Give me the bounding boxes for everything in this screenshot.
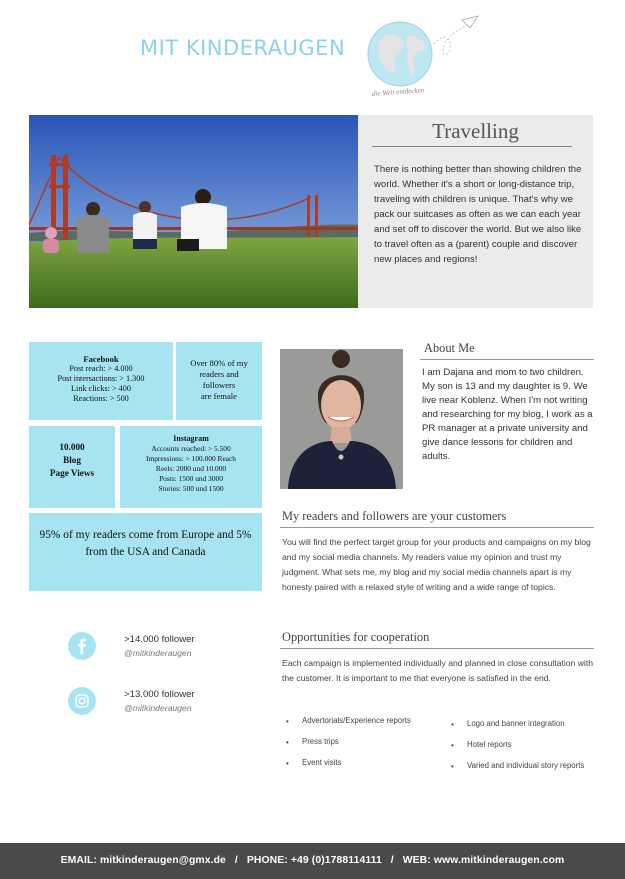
list-item-label: Logo and banner integration xyxy=(467,719,565,728)
instagram-stats-box xyxy=(120,426,262,508)
stat-line: Impressions: > 100.000 Reach xyxy=(146,454,236,463)
footer-contact-text[interactable]: EMAIL: mitkinderaugen@gmx.de / PHONE: +49 (0)1788114111 / WEB: www.mitkinderaugen.com xyxy=(60,855,565,866)
stat-line: are female xyxy=(200,391,238,401)
stat-line: Reels: 2000 und 10.000 xyxy=(155,464,227,473)
readers-title: My readers and followers are your customers xyxy=(282,509,507,523)
logo-tagline: die Welt entdecken xyxy=(371,86,425,98)
cooperation-list-left xyxy=(282,716,442,768)
readers-text: You will find the perfect target group for your products and campaigns on my blog and my social media channels. My readers value my opinion and trust my judgment. What sets me, my blog and my social media channels apart is my honesty paired with a relaxed style of writing and a wide range of topics. xyxy=(282,537,591,592)
about-me-title: About Me xyxy=(424,341,475,355)
stat-line: Blog xyxy=(63,455,81,465)
instagram-icon[interactable] xyxy=(68,687,96,715)
list-item xyxy=(447,761,587,771)
about-me-text: I am Dajana and mom to two children. My son is 13 and my daughter is 9. We live near Koblenz. When I'm not writing and researching for my blog, I work as a PR manager at a private university and give dance lessons for children and adults. xyxy=(422,367,593,462)
divider xyxy=(420,359,594,360)
list-item xyxy=(447,740,587,750)
bullet-icon: • xyxy=(286,738,289,747)
list-item-label: Event visits xyxy=(302,758,342,767)
facebook-stats-title: Facebook xyxy=(83,354,119,364)
portrait-photo xyxy=(280,349,403,489)
list-item-label: Press trips xyxy=(302,737,339,746)
travel-photo xyxy=(29,115,361,308)
stat-line: Accounts reached: > 5.500 xyxy=(151,444,231,453)
travelling-title: Travelling xyxy=(432,119,519,143)
stat-line: followers xyxy=(202,380,236,390)
contact-footer xyxy=(0,843,625,879)
list-item xyxy=(447,719,587,729)
instagram-follower-count: >13.000 follower xyxy=(124,689,195,700)
stat-line: Post intersactions: > 1.300 xyxy=(57,374,145,383)
cooperation-text: Each campaign is implemented individually and planned in close consultation with the customer. It is important to me that everyone is satisfied in the end. xyxy=(282,658,593,683)
divider xyxy=(372,146,572,147)
facebook-stats-box xyxy=(29,342,173,420)
stat-line: Posts: 1500 und 3000 xyxy=(159,474,223,483)
stat-line: Stories: 500 und 1500 xyxy=(158,484,224,493)
female-readers-box xyxy=(176,342,262,420)
list-item xyxy=(282,737,442,747)
travelling-panel xyxy=(358,115,593,308)
bullet-icon: • xyxy=(451,741,454,750)
bullet-icon: • xyxy=(451,720,454,729)
stat-line: Page Views xyxy=(49,468,95,478)
facebook-follower-count: >14.000 follower xyxy=(124,634,195,645)
facebook-icon[interactable] xyxy=(68,632,96,660)
instagram-handle[interactable]: @mitkinderaugen xyxy=(124,703,192,713)
list-item-label: Advertorials/Experience reports xyxy=(302,716,411,725)
cooperation-title: Opportunities for cooperation xyxy=(282,630,430,644)
facebook-handle[interactable]: @mitkinderaugen xyxy=(124,648,192,658)
bullet-icon: • xyxy=(451,762,454,771)
instagram-stats-title: Instagram xyxy=(173,434,209,443)
cooperation-list-right xyxy=(447,719,587,771)
bullet-icon: • xyxy=(286,759,289,768)
stat-line: readers and xyxy=(199,369,239,379)
stat-line: Link clicks: > 400 xyxy=(71,384,131,393)
brand-title: MIT KINDERAUGEN xyxy=(140,36,346,60)
list-item-label: Varied and individual story reports xyxy=(467,761,585,770)
divider xyxy=(280,648,594,649)
blog-views-box xyxy=(29,426,115,508)
travelling-text: There is nothing better than showing children the world. Whether it's a short or long-distance trip, traveling with children is unique. That's why we pack our suitcases as often as we can each year and set off to discover the world. But we also like to travel often as a (parent) couple and discover new places and regions! xyxy=(374,164,582,265)
list-item xyxy=(282,716,442,726)
stat-line: Post reach: > 4.000 xyxy=(69,364,133,373)
list-item xyxy=(282,758,442,768)
stat-line: 10.000 xyxy=(59,442,85,452)
stat-line: Over 80% of my xyxy=(190,358,248,368)
reader-origin-text: 95% of my readers come from Europe and 5% from the USA and Canada xyxy=(39,529,252,558)
divider xyxy=(280,527,594,528)
bullet-icon: • xyxy=(286,717,289,726)
list-item-label: Hotel reports xyxy=(467,740,512,749)
stat-line: Reactions: > 500 xyxy=(73,394,129,403)
reader-origin-box xyxy=(29,513,262,591)
